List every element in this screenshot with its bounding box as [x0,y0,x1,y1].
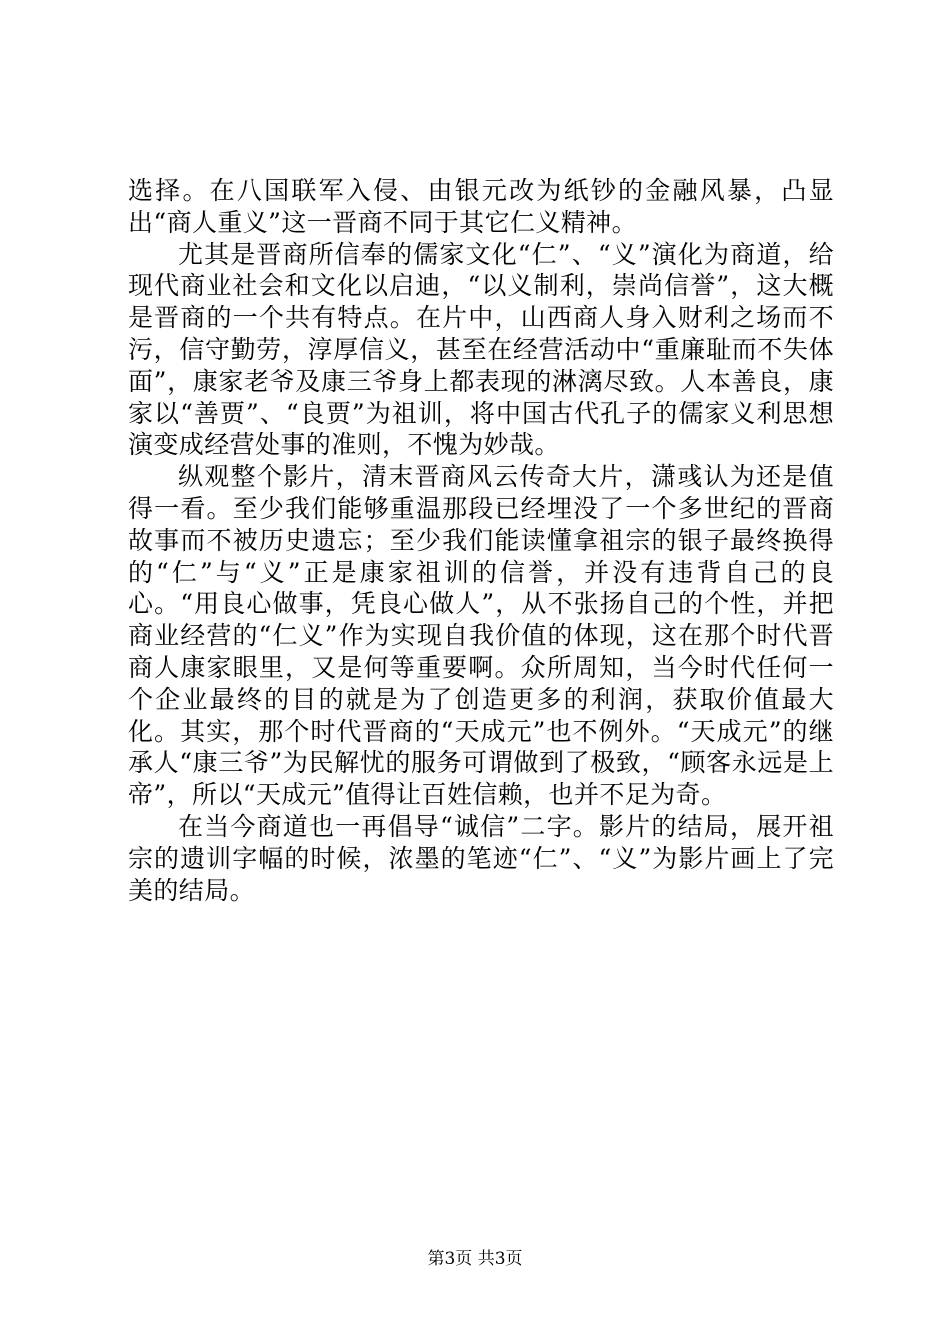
paragraph-confucian-culture: 尤其是晋商所信奉的儒家文化“仁”、“义”演化为商道，给现代商业社会和文化以启迪，“以义制利，崇尚信誉”，这大概是晋商的一个共有特点。在片中，山西商人身入财利之场而不污，信守勤劳，淳厚信义，甚至在经营活动中“重廉耻而不失体面”，康家老爷及康三爷身上都表现的淋漓尽致。人本善良，康家以“善贾”、“良贾”为祖训，将中国古代孔子的儒家义利思想演变成经营处事的准则，不愧为妙哉。 [128,239,834,460]
paragraph-ending: 在当今商道也一再倡导“诚信”二字。影片的结局，展开祖宗的遗训字幅的时候，浓墨的笔迹“仁”、“义”为影片画上了完美的结局。 [128,811,834,905]
document-body [128,175,834,906]
paragraph-continuation: 选择。在八国联军入侵、由银元改为纸钞的金融风暴，凸显出“商人重义”这一晋商不同于其它仁义精神。 [128,176,834,237]
paragraph-film-overview: 纵观整个影片，清末晋商风云传奇大片，潇彧认为还是值得一看。至少我们能够重温那段已经埋没了一个多世纪的晋商故事而不被历史遗忘；至少我们能读懂拿祖宗的银子最终换得的“仁”与“义”正是康家祖训的信誉，并没有违背自己的良心。“用良心做事，凭良心做人”，从不张扬自己的个性，并把商业经营的“仁义”作为实现自我价值的体现，这在那个时代晋商人康家眼里，又是何等重要啊。众所周知，当今时代任何一个企业最终的目的就是为了创造更多的利润，获取价值最大化。其实，那个时代晋商的“天成元”也不例外。“天成元”的继承人“康三爷”为民解忧的服务可谓做到了极致，“顾客永远是上帝”，所以“天成元”值得让百姓信赖，也并不足为奇。 [128,462,834,810]
page-number-footer: 第3页 共3页 [427,1249,523,1269]
